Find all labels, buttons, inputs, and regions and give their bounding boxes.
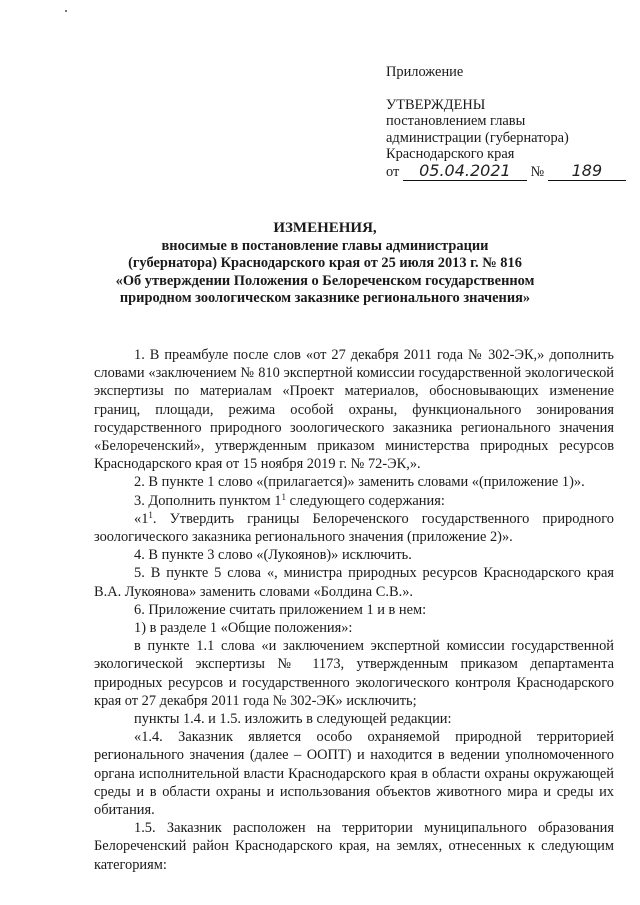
title-line: вносимые в постановление главы администрации (161, 237, 489, 254)
title-line: (губернатора) Краснодарского края от 25 июля 2013 г. № 816 (128, 255, 522, 271)
appendix-label: Приложение (386, 64, 464, 80)
number-sign: № (530, 163, 545, 180)
date-prefix: от (386, 163, 400, 180)
document-body (94, 346, 614, 874)
approval-line: Краснодарского края (386, 146, 515, 162)
approval-block (386, 64, 616, 181)
paragraph-12: 1.5. Заказник расположен на территории муниципального образования Белореченский район Краснодарского края, на землях, отнесенных к следующим категориям: (94, 820, 614, 873)
paragraph-5: 4. В пункте 3 слово «(Лукоянов)» исключить. (134, 547, 412, 564)
paragraph-8: 1) в разделе 1 «Общие положения»: (134, 620, 353, 637)
document-title (90, 220, 560, 308)
paragraph-1: 1. В преамбуле после слов «от 27 декабря 2011 года № 302-ЭК,» дополнить словами «заключением № 810 экспертной комиссии государственной экологической экспертизы по материалам «Проект материалов, обосновывающих изменение границ, площади, режима особой охраны, функционального зонирования государственного природного зоологического заказника регионального значения «Белореченский», утвержденным приказом министерства природных ресурсов Краснодарского края от 15 ноября 2019 г. № 72-ЭК,». (94, 347, 614, 473)
approval-line: постановлением главы (386, 113, 526, 129)
paragraph-6: 5. В пункте 5 слова «, министра природных ресурсов Краснодарского края В.А. Лукоянова» заменить словами «Болдина С.В.». (94, 565, 614, 600)
handwritten-number: 189 (571, 160, 603, 180)
paragraph-11: «1.4. Заказник является особо охраняемой природной территорией регионального значения (далее – ООПТ) и находится в ведении уполномоченного органа исполнительной власти Краснодарского края в области охраны окружающей среды и в области охраны и использования объектов животного мира и среды их обитания. (94, 729, 614, 819)
approval-line: администрации (губернатора) (386, 129, 569, 146)
title-line: «Об утверждении Положения о Белореченском государственном (115, 272, 535, 289)
date-number-line (386, 160, 616, 181)
date-field (403, 160, 527, 181)
paragraph-2: 2. В пункте 1 слово «(прилагается)» заменить словами «(приложение 1)». (134, 474, 585, 491)
paragraph-10: пункты 1.4. и 1.5. изложить в следующей редакции: (134, 711, 452, 728)
handwritten-date: 05.04.2021 (419, 160, 511, 180)
approved-heading: УТВЕРЖДЕНЫ (386, 96, 486, 113)
paragraph-4: «$1^1$. Утвердить границы Белореченского государственного природного зоологического заказника регионального значения (приложение 2)». (94, 509, 614, 546)
title-line: природном зоологическом заказнике регионального значения» (119, 290, 531, 306)
paragraph-7: 6. Приложение считать приложением 1 и в нем: (134, 601, 427, 618)
paragraph-9: в пункте 1.1 слова «и заключением экспертной комиссии государственной экологической экспертизы № 1173, утвержденным приказом департамента природных ресурсов и государственного экологического контроля Краснодарского края от 27 декабря 2011 года № 302-ЭК» исключить; (94, 638, 614, 709)
number-field (548, 160, 626, 181)
paragraph-3: 3. Дополнить пунктом $1^1$ следующего содержания: (134, 491, 445, 509)
title-main: ИЗМЕНЕНИЯ, (273, 220, 377, 236)
scan-speck (65, 10, 67, 12)
